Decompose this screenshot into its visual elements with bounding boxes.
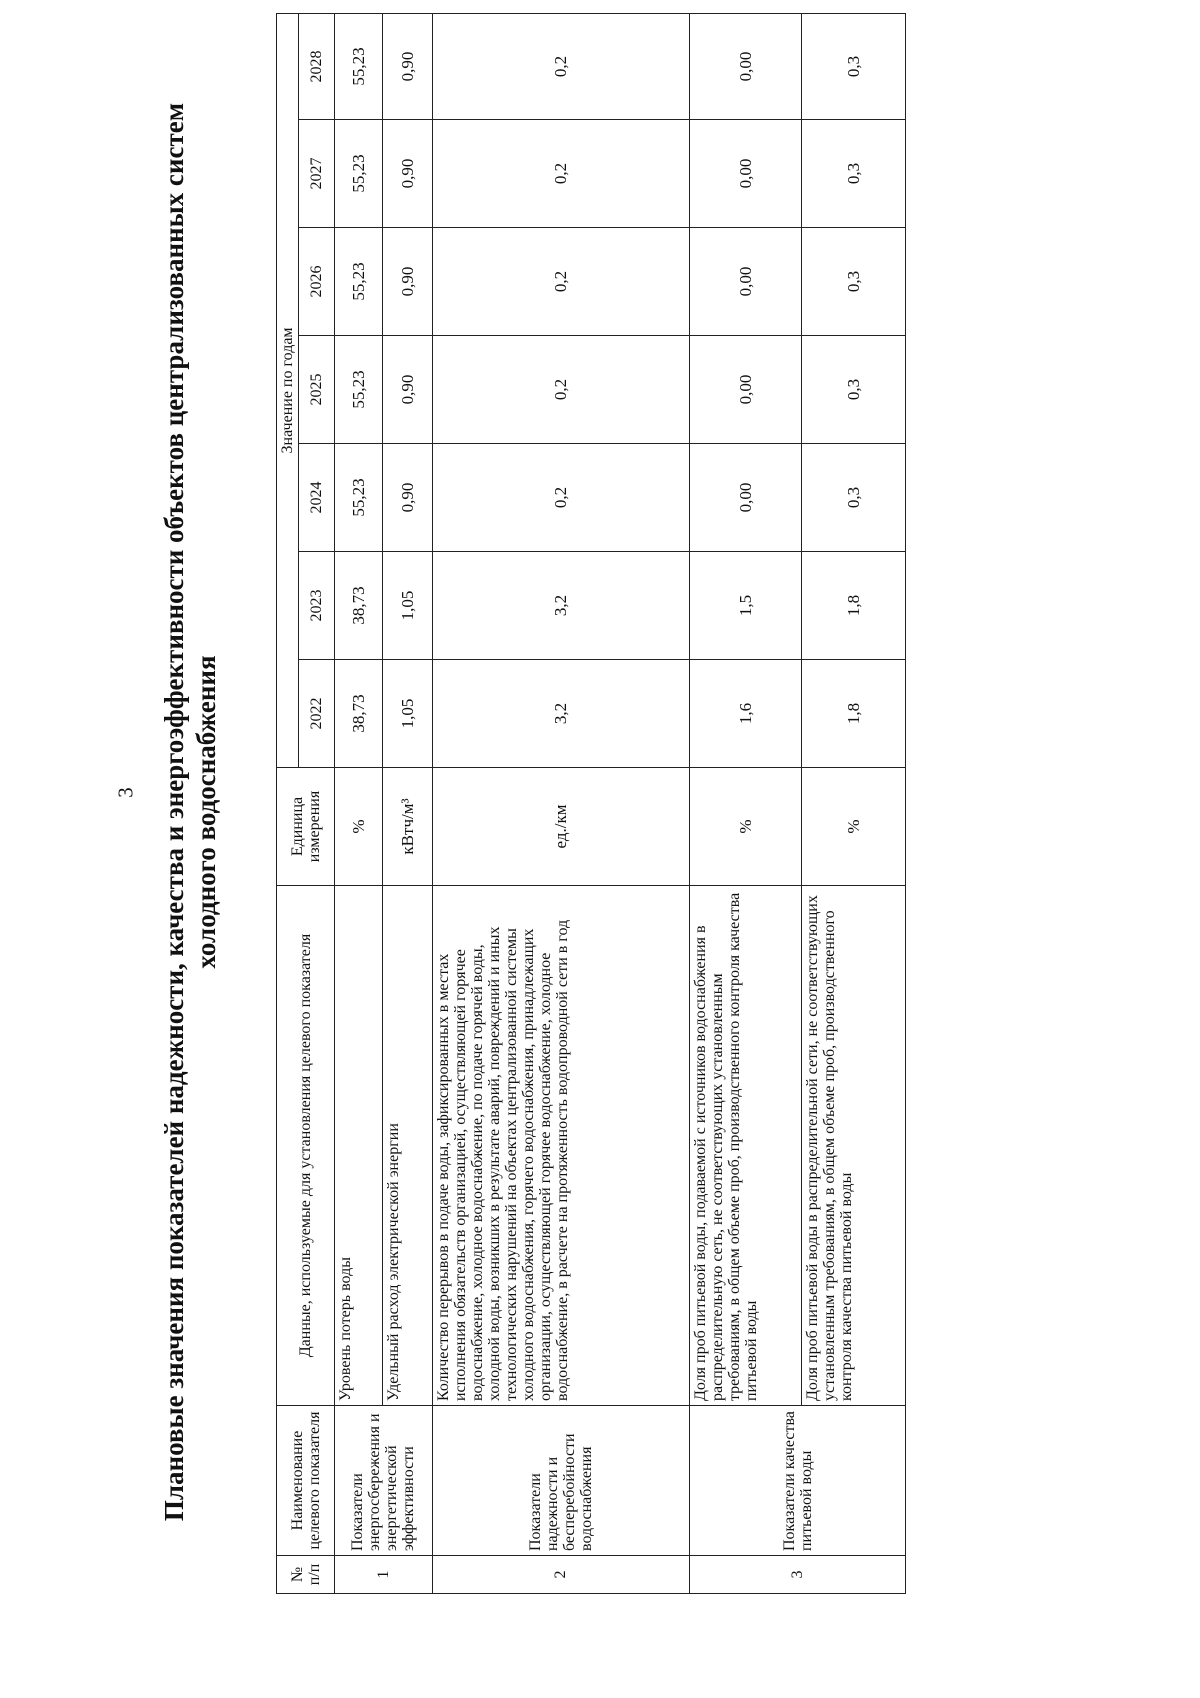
header-year: 2023 [299, 552, 335, 660]
indicators-table [276, 13, 906, 1594]
value-cell: 3,2 [432, 552, 689, 660]
value-cell: 0,3 [802, 13, 906, 119]
value-cell: 0,90 [382, 228, 432, 336]
header-year: 2027 [299, 120, 335, 228]
value-cell: 55,23 [335, 336, 383, 444]
header-year: 2026 [299, 228, 335, 336]
data-cell: Доля проб питьевой воды в распределительной сети, не соответствующих установленным требованиям, в общем объеме проб, производственного контроля качества питьевой воды [802, 886, 906, 1406]
value-cell: 0,90 [382, 13, 432, 119]
value-cell: 1,8 [802, 660, 906, 768]
unit-cell: % [690, 768, 802, 886]
table-row [382, 13, 432, 1593]
value-cell: 1,8 [802, 552, 906, 660]
value-cell: 1,05 [382, 552, 432, 660]
value-cell: 0,00 [690, 228, 802, 336]
indicators-table-wrapper [276, 14, 906, 1594]
value-cell: 0,00 [690, 13, 802, 119]
table-row [432, 13, 689, 1593]
header-indicator-name: Наименование целевого показателя [277, 1406, 335, 1556]
value-cell: 0,3 [802, 444, 906, 552]
header-unit: Единица измерения [277, 768, 335, 886]
table-row [690, 13, 802, 1593]
unit-cell: % [335, 768, 383, 886]
data-cell: Доля проб питьевой воды, подаваемой с источников водоснабжения в распределительную сеть, не соответствующих установленным требованиям, в общем объеме проб, производственного контроля качества питьевой воды [690, 886, 802, 1406]
data-cell: Количество перерывов в подаче воды, зафиксированных в местах исполнения обязательств организацией, осуществляющей горячее водоснабжение, холодное водоснабжение, по подаче горячей воды, холодной воды, возникших в результате аварий, повреждений и иных технологических нарушений на объектах централизованной системы холодного водоснабжения, горячего водоснабжения, принадлежащих организации, осуществляющей горячее водоснабжение, холодное водоснабжение, в расчете на протяженность водопроводной сети в год [432, 886, 689, 1406]
value-cell: 0,00 [690, 444, 802, 552]
group-name: Показатели качества питьевой воды [690, 1406, 906, 1556]
unit-cell: кВтч/м³ [382, 768, 432, 886]
value-cell: 55,23 [335, 444, 383, 552]
group-num: 2 [432, 1556, 689, 1594]
value-cell: 0,2 [432, 444, 689, 552]
unit-cell: % [802, 768, 906, 886]
header-year: 2025 [299, 336, 335, 444]
group-num: 3 [690, 1556, 906, 1594]
value-cell: 0,3 [802, 120, 906, 228]
page-title [158, 42, 222, 1582]
header-num: № п/п [277, 1556, 335, 1594]
unit-cell: ед./км [432, 768, 689, 886]
value-cell: 0,2 [432, 228, 689, 336]
header-data-used: Данные, используемые для установления целевого показателя [277, 886, 335, 1406]
value-cell: 1,5 [690, 552, 802, 660]
group-name: Показатели надежности и бесперебойности водоснабжения [432, 1406, 689, 1556]
value-cell: 0,3 [802, 228, 906, 336]
value-cell: 0,00 [690, 336, 802, 444]
value-cell: 0,00 [690, 120, 802, 228]
value-cell: 1,6 [690, 660, 802, 768]
page-number: 3 [113, 787, 138, 798]
value-cell: 38,73 [335, 660, 383, 768]
header-year: 2028 [299, 13, 335, 119]
value-cell: 55,23 [335, 228, 383, 336]
value-cell: 0,90 [382, 336, 432, 444]
value-cell: 0,3 [802, 336, 906, 444]
value-cell: 38,73 [335, 552, 383, 660]
value-cell: 3,2 [432, 660, 689, 768]
data-cell: Удельный расход электрической энергии [382, 886, 432, 1406]
table-row [802, 13, 906, 1593]
value-cell: 55,23 [335, 13, 383, 119]
value-cell: 0,2 [432, 120, 689, 228]
value-cell: 0,2 [432, 336, 689, 444]
header-year: 2024 [299, 444, 335, 552]
title-line-1: Плановые значения показателей надежности, качества и энергоэффективности объектов централизованных систем [159, 102, 189, 1522]
header-values-by-year: Значение по годам [277, 13, 299, 767]
title-line-2: холодного водоснабжения [191, 655, 221, 969]
data-cell: Уровень потерь воды [335, 886, 383, 1406]
value-cell: 55,23 [335, 120, 383, 228]
value-cell: 0,2 [432, 13, 689, 119]
value-cell: 0,90 [382, 444, 432, 552]
group-num: 1 [335, 1556, 433, 1594]
header-year: 2022 [299, 660, 335, 768]
group-name: Показатели энергосбережения и энергетической эффективности [335, 1406, 433, 1556]
table-row [335, 13, 383, 1593]
value-cell: 0,90 [382, 120, 432, 228]
value-cell: 1,05 [382, 660, 432, 768]
